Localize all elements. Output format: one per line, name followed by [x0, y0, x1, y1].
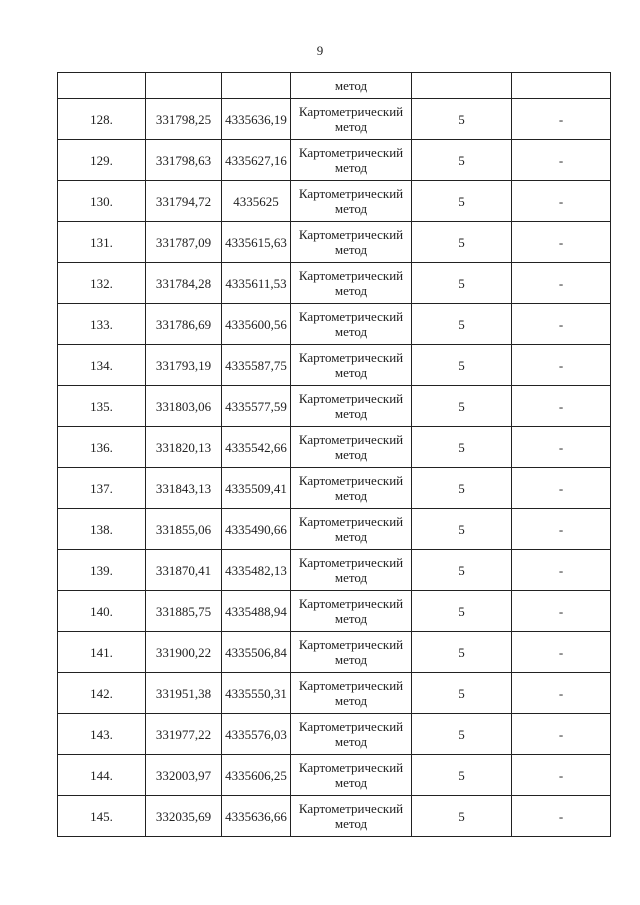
cell-y: 4335615,63	[222, 222, 291, 263]
table-row	[58, 755, 611, 796]
cell-x: 331798,63	[146, 140, 222, 181]
cell-accuracy: 5	[412, 755, 512, 796]
cell-accuracy: 5	[412, 304, 512, 345]
cell-note: -	[512, 509, 611, 550]
cell-method: метод	[291, 73, 412, 99]
cell-note: -	[512, 714, 611, 755]
cell-note: -	[512, 673, 611, 714]
cell-method: Картометрический метод	[291, 304, 412, 345]
cell-accuracy: 5	[412, 796, 512, 837]
cell-number: 131.	[58, 222, 146, 263]
cell-x: 331820,13	[146, 427, 222, 468]
cell-number: 133.	[58, 304, 146, 345]
cell-accuracy: 5	[412, 591, 512, 632]
cell-y: 4335506,84	[222, 632, 291, 673]
cell-method: Картометрический метод	[291, 386, 412, 427]
table-row	[58, 509, 611, 550]
cell-x: 331843,13	[146, 468, 222, 509]
cell-x: 331786,69	[146, 304, 222, 345]
cell-number: 134.	[58, 345, 146, 386]
cell-number: 136.	[58, 427, 146, 468]
cell-x: 332003,97	[146, 755, 222, 796]
cell-note: -	[512, 222, 611, 263]
cell-y: 4335490,66	[222, 509, 291, 550]
cell-accuracy: 5	[412, 345, 512, 386]
cell-note	[512, 73, 611, 99]
cell-number: 128.	[58, 99, 146, 140]
cell-note: -	[512, 304, 611, 345]
cell-x: 332035,69	[146, 796, 222, 837]
cell-number: 142.	[58, 673, 146, 714]
cell-method: Картометрический метод	[291, 345, 412, 386]
cell-method: Картометрический метод	[291, 755, 412, 796]
cell-x: 331885,75	[146, 591, 222, 632]
cell-method: Картометрический метод	[291, 427, 412, 468]
coordinates-table	[57, 72, 611, 837]
cell-accuracy: 5	[412, 222, 512, 263]
cell-note: -	[512, 550, 611, 591]
continuation-row	[58, 73, 611, 99]
cell-number: 138.	[58, 509, 146, 550]
table-row	[58, 345, 611, 386]
cell-accuracy: 5	[412, 140, 512, 181]
cell-accuracy: 5	[412, 509, 512, 550]
cell-method: Картометрический метод	[291, 509, 412, 550]
cell-number: 144.	[58, 755, 146, 796]
table-row	[58, 181, 611, 222]
cell-note: -	[512, 386, 611, 427]
cell-y: 4335625	[222, 181, 291, 222]
cell-method: Картометрический метод	[291, 714, 412, 755]
cell-number: 129.	[58, 140, 146, 181]
table-row	[58, 714, 611, 755]
cell-y: 4335576,03	[222, 714, 291, 755]
cell-method: Картометрический метод	[291, 673, 412, 714]
cell-method: Картометрический метод	[291, 468, 412, 509]
cell-accuracy: 5	[412, 386, 512, 427]
cell-number: 143.	[58, 714, 146, 755]
cell-method: Картометрический метод	[291, 222, 412, 263]
cell-method: Картометрический метод	[291, 263, 412, 304]
cell-number: 141.	[58, 632, 146, 673]
cell-accuracy: 5	[412, 550, 512, 591]
cell-accuracy: 5	[412, 427, 512, 468]
cell-accuracy: 5	[412, 99, 512, 140]
cell-x: 331793,19	[146, 345, 222, 386]
cell-method: Картометрический метод	[291, 591, 412, 632]
cell-number: 137.	[58, 468, 146, 509]
cell-y: 4335577,59	[222, 386, 291, 427]
cell-accuracy: 5	[412, 632, 512, 673]
table-row	[58, 468, 611, 509]
cell-y: 4335627,16	[222, 140, 291, 181]
cell-y: 4335488,94	[222, 591, 291, 632]
cell-y: 4335542,66	[222, 427, 291, 468]
table-row	[58, 796, 611, 837]
cell-x: 331977,22	[146, 714, 222, 755]
cell-y: 4335550,31	[222, 673, 291, 714]
cell-y: 4335636,19	[222, 99, 291, 140]
cell-note: -	[512, 263, 611, 304]
table-body	[58, 73, 611, 837]
cell-note: -	[512, 181, 611, 222]
table-row	[58, 99, 611, 140]
cell-x: 331787,09	[146, 222, 222, 263]
cell-accuracy: 5	[412, 468, 512, 509]
cell-y: 4335509,41	[222, 468, 291, 509]
cell-x: 331900,22	[146, 632, 222, 673]
cell-accuracy: 5	[412, 673, 512, 714]
table-row	[58, 632, 611, 673]
cell-x: 331855,06	[146, 509, 222, 550]
table-row	[58, 386, 611, 427]
cell-y: 4335600,56	[222, 304, 291, 345]
cell-note: -	[512, 427, 611, 468]
cell-note: -	[512, 345, 611, 386]
cell-accuracy: 5	[412, 181, 512, 222]
cell-note: -	[512, 632, 611, 673]
table-row	[58, 222, 611, 263]
table-row	[58, 591, 611, 632]
table-row	[58, 427, 611, 468]
cell-note: -	[512, 591, 611, 632]
cell-note: -	[512, 140, 611, 181]
cell-x: 331951,38	[146, 673, 222, 714]
cell-number: 132.	[58, 263, 146, 304]
cell-method: Картометрический метод	[291, 140, 412, 181]
cell-accuracy	[412, 73, 512, 99]
cell-note: -	[512, 468, 611, 509]
cell-y: 4335611,53	[222, 263, 291, 304]
table-row	[58, 304, 611, 345]
cell-x	[146, 73, 222, 99]
cell-number: 140.	[58, 591, 146, 632]
table-row	[58, 140, 611, 181]
cell-method: Картометрический метод	[291, 99, 412, 140]
cell-number: 130.	[58, 181, 146, 222]
cell-y: 4335482,13	[222, 550, 291, 591]
cell-x: 331870,41	[146, 550, 222, 591]
cell-x: 331784,28	[146, 263, 222, 304]
cell-method: Картометрический метод	[291, 181, 412, 222]
cell-number	[58, 73, 146, 99]
table-row	[58, 673, 611, 714]
cell-note: -	[512, 796, 611, 837]
table-row	[58, 263, 611, 304]
cell-number: 139.	[58, 550, 146, 591]
table-row	[58, 550, 611, 591]
cell-y	[222, 73, 291, 99]
cell-method: Картометрический метод	[291, 550, 412, 591]
cell-x: 331794,72	[146, 181, 222, 222]
cell-note: -	[512, 755, 611, 796]
cell-note: -	[512, 99, 611, 140]
cell-y: 4335606,25	[222, 755, 291, 796]
cell-x: 331798,25	[146, 99, 222, 140]
cell-y: 4335587,75	[222, 345, 291, 386]
cell-number: 145.	[58, 796, 146, 837]
cell-method: Картометрический метод	[291, 796, 412, 837]
cell-accuracy: 5	[412, 714, 512, 755]
cell-method: Картометрический метод	[291, 632, 412, 673]
page-number: 9	[316, 43, 324, 58]
cell-accuracy: 5	[412, 263, 512, 304]
cell-number: 135.	[58, 386, 146, 427]
cell-x: 331803,06	[146, 386, 222, 427]
cell-y: 4335636,66	[222, 796, 291, 837]
